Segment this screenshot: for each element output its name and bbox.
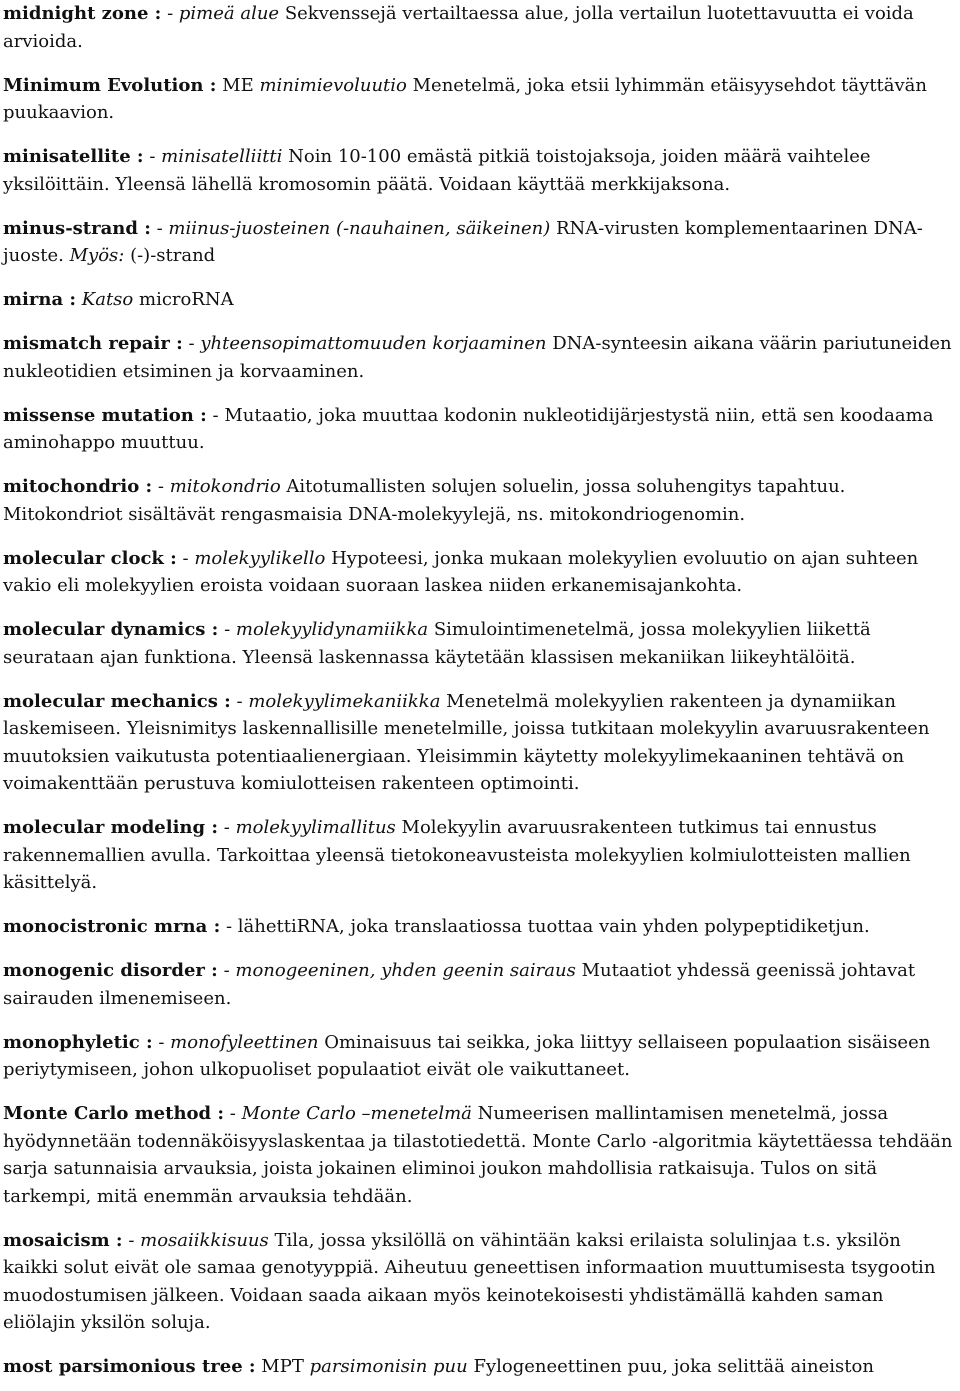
definition: Menetelmä, joka etsii lyhimmän etäisyysehdot täyttävän puukaavion. — [3, 74, 928, 123]
definition: lähettiRNA, joka translaatiossa tuottaa vain yhden polypeptidiketjun. — [237, 916, 870, 937]
finnish-translation: mosaiikkisuus — [140, 1229, 269, 1251]
dash: - — [149, 146, 156, 167]
dash: - — [182, 547, 189, 569]
abbreviation: MPT — [261, 1356, 304, 1377]
finnish-translation: yhteensopimattomuuden korjaaminen — [200, 333, 547, 354]
abbreviation: ME — [222, 74, 254, 96]
term: molecular modeling : — [3, 817, 218, 838]
definition: Molekyylin avaruusrakenteen tutkimus tai ennustus rakennemallien avulla. Tarkoittaa yleensä tietokoneavusteista molekyylien kolmiulotteisten mallien käsittelyä. — [3, 817, 911, 893]
glossary-entry-molecular-modeling — [3, 814, 957, 897]
glossary-entry-mosaicism — [3, 1227, 957, 1337]
finnish-translation: molekyylikello — [194, 547, 326, 569]
glossary-entry-mismatch-repair — [3, 330, 957, 385]
glossary-entry-monophyletic — [3, 1029, 957, 1084]
finnish-translation: molekyylimekaniikka — [248, 690, 441, 712]
reference-label: Katso — [81, 289, 134, 310]
finnish-translation: mitokondrio — [169, 476, 281, 497]
term: molecular clock : — [3, 547, 177, 569]
definition: Menetelmä molekyylien rakenteen ja dynamiikan laskemiseen. Yleisnimitys laskennallisille menetelmille, joissa tutkitaan molekyylin avaruusrakenteen muutoksien vaikutusta potentiaalienergiaan. Yleisimmin käytetty molekyylimekaaninen tehtävä on voimakenttään perustuva komiulotteisen rakenteen optimointi. — [3, 690, 930, 794]
definition: RNA-virusten komplementaarinen DNA-juoste. — [3, 217, 923, 266]
dash: - — [156, 217, 163, 239]
dash: - — [224, 619, 231, 640]
glossary-entry-molecular-mechanics — [3, 688, 957, 798]
term: molecular dynamics : — [3, 619, 219, 640]
dash: - — [212, 404, 219, 426]
glossary-entry-minus-strand — [3, 215, 957, 270]
definition: Ominaisuus tai seikka, joka liittyy sellaiseen populaation sisäiseen periytymiseen, johon ulkopuoliset populaatiot eivät ole vaikuttaneet. — [3, 1031, 931, 1080]
reference-target: (-)-strand — [130, 245, 216, 266]
glossary-entry-molecular-dynamics — [3, 616, 957, 671]
glossary-entry-minimum-evolution — [3, 72, 957, 127]
finnish-translation: molekyylimallitus — [235, 817, 396, 838]
definition: Numeerisen mallintamisen menetelmä, jossa hyödynnetään todennäköisyyslaskentaa ja tilastotiedettä. Monte Carlo -algoritmia käytettäessa tehdään sarja satunnaisia arvauksia, joista jokainen eliminoi joukon mahdollisia ratkaisuja. Tulos on sitä tarkempi, mitä enemmän arvauksia tehdään. — [3, 1103, 953, 1207]
term: mirna : — [3, 289, 77, 310]
term: monogenic disorder : — [3, 960, 218, 981]
glossary-entry-mirna — [3, 286, 957, 314]
reference-label: Myös: — [69, 245, 125, 266]
definition: Tila, jossa yksilöllä on vähintään kaksi erilaista solulinjaa t.s. yksilön kaikki solut eivät ole samaa genotyyppiä. Aiheutuu geneettisen informaation muuttumisesta tsygootin muodostumisen jälkeen. Voidaan saada aikaan myös keinotekoisesti yhdistämällä kahden saman eliölajin yksilön soluja. — [3, 1229, 936, 1333]
finnish-translation: parsimonisin puu — [309, 1356, 468, 1377]
glossary-entry-monogenic-disorder — [3, 957, 957, 1012]
term: Monte Carlo method : — [3, 1103, 225, 1124]
definition: Mutaatio, joka muuttaa kodonin nukleotidijärjestystä niin, että sen koodaama aminohappo muuttuu. — [3, 404, 934, 453]
glossary-entry-most-parsimonious-tree — [3, 1353, 957, 1381]
definition: Hypoteesi, jonka mukaan molekyylien evoluutio on ajan suhteen vakio eli molekyylien eroista voidaan suoraan laskea niiden erkanemisajankohta. — [3, 547, 919, 596]
finnish-translation: minisatelliitti — [161, 146, 283, 167]
definition: Sekvenssejä vertailtaessa alue, jolla vertailun luotettavuutta ei voida arvioida. — [3, 3, 914, 52]
term: monophyletic : — [3, 1031, 153, 1053]
glossary-entry-missense-mutation — [3, 402, 957, 457]
term: missense mutation : — [3, 404, 207, 426]
definition: Fylogeneettinen puu, joka selittää aineiston — [473, 1356, 874, 1377]
dash: - — [225, 916, 233, 937]
dash: - — [157, 476, 164, 497]
term: minisatellite : — [3, 146, 144, 167]
definition: Simulointimenetelmä, jossa molekyylien liikettä seurataan ajan funktiona. Yleensä laskennassa käytetään klassisen mekaniikan liikeyhtälöitä. — [3, 619, 871, 668]
term: minus-strand : — [3, 217, 151, 239]
glossary-entry-monte-carlo-method — [3, 1100, 957, 1210]
definition: DNA-synteesin aikana väärin pariutuneiden nukleotidien etsiminen ja korvaaminen. — [3, 333, 952, 382]
glossary-entry-mitochondrio — [3, 473, 957, 528]
glossary-entry-minisatellite — [3, 143, 957, 198]
finnish-translation: molekyylidynamiikka — [235, 619, 429, 640]
dash: - — [158, 1031, 165, 1053]
term: molecular mechanics : — [3, 690, 231, 712]
dash: - — [223, 817, 230, 838]
finnish-translation: Monte Carlo –menetelmä — [241, 1103, 472, 1124]
glossary-entry-molecular-clock — [3, 545, 957, 600]
term: mitochondrio : — [3, 476, 153, 497]
glossary-entry-midnight-zone — [3, 0, 957, 55]
term: most parsimonious tree : — [3, 1356, 256, 1377]
dash: - — [167, 3, 174, 24]
term: midnight zone : — [3, 3, 162, 24]
term: monocistronic mrna : — [3, 916, 221, 937]
dash: - — [229, 1103, 236, 1124]
dash: - — [223, 960, 230, 981]
glossary-entry-monocistronic-mrna — [3, 913, 957, 941]
definition: Noin 10-100 emästä pitkiä toistojaksoja, joiden määrä vaihtelee yksilöittäin. Yleensä lähellä kromosomin päätä. Voidaan käyttää merkkijaksona. — [3, 146, 871, 195]
definition: Aitotumallisten solujen soluelin, jossa soluhengitys tapahtuu. Mitokondriot sisältävät rengasmaisia DNA-molekyylejä, ns. mitokondriogenomin. — [3, 476, 846, 525]
finnish-translation: miinus-juosteinen (-nauhainen, säikeinen) — [168, 217, 551, 239]
finnish-translation: monogeeninen, yhden geenin sairaus — [235, 960, 576, 981]
dash: - — [128, 1229, 135, 1251]
term: mosaicism : — [3, 1229, 123, 1251]
dash: - — [188, 333, 195, 354]
finnish-translation: pimeä alue — [178, 3, 280, 24]
finnish-translation: minimievoluutio — [259, 74, 407, 96]
term: Minimum Evolution : — [3, 74, 217, 96]
finnish-translation: monofyleettinen — [170, 1031, 319, 1053]
term: mismatch repair : — [3, 333, 183, 354]
dash: - — [236, 690, 243, 712]
definition: Mutaatiot yhdessä geenissä johtavat sairauden ilmenemiseen. — [3, 960, 916, 1009]
reference-target: microRNA — [139, 289, 234, 310]
